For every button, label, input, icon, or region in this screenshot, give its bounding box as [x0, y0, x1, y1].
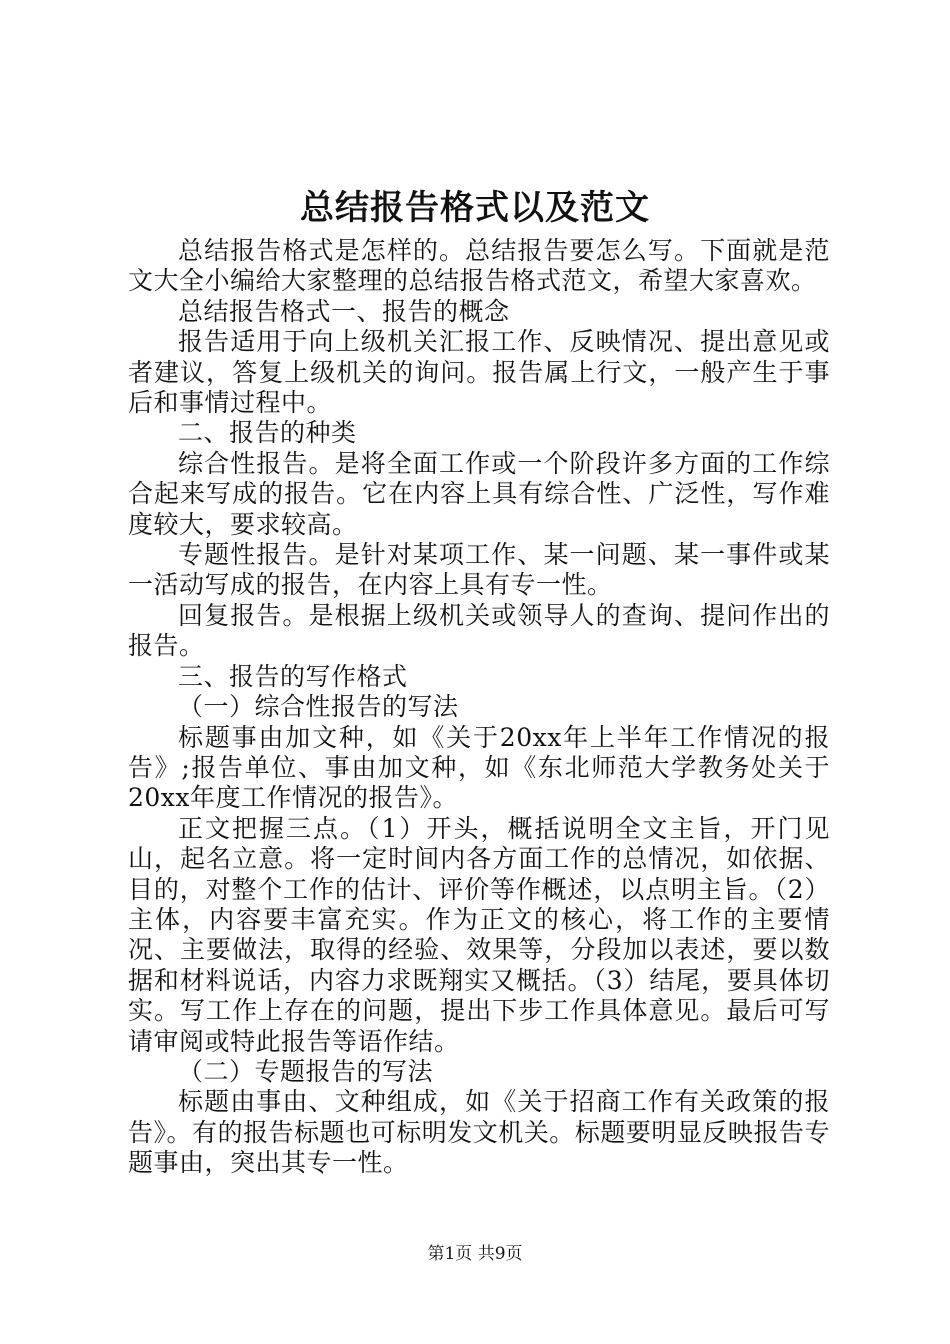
document-title: 总结报告格式以及范文 [300, 188, 650, 228]
document-body [128, 236, 830, 1179]
subheading-special: （二）专题报告的写法 [178, 1056, 434, 1086]
paragraph-intro: 总结报告格式是怎样的。总结报告要怎么写。下面就是范文大全小编给大家整理的总结报告格式范文，希望大家喜欢。 [128, 236, 830, 296]
heading-format: 三、报告的写作格式 [178, 661, 408, 691]
paragraph-comprehensive-report: 综合性报告。是将全面工作或一个阶段许多方面的工作综合起来写成的报告。它在内容上具有综合性、广泛性，写作难度较大，要求较高。 [128, 448, 830, 539]
heading-concept: 总结报告格式一、报告的概念 [178, 296, 510, 326]
paragraph-reply-report: 回复报告。是根据上级机关或领导人的查询、提问作出的报告。 [128, 600, 830, 661]
paragraph-body-rule: 正文把握三点。（1）开头，概括说明全文主旨，开门见山，起名立意。将一定时间内各方面工作的总情况，如依据、目的，对整个工作的估计、评价等作概述，以点明主旨。（2）主体，内容要丰富充实。作为正文的核心，将工作的主要情况、主要做法，取得的经验、效果等，分段加以表述，要以数据和材料说话，内容力求既翔实又概括。（3）结尾，要具体切实。写工作上存在的问题，提出下步工作具体意见。最后可写请审阅或特此报告等语作结。 [128, 813, 830, 1056]
paragraph-special-title-rule: 标题由事由、文种组成，如《关于招商工作有关政策的报告》。有的报告标题也可标明发文机关。标题要明显反映报告专题事由，突出其专一性。 [128, 1087, 830, 1178]
heading-types: 二、报告的种类 [178, 418, 357, 448]
page-number: 第1页 共9页 [427, 1244, 523, 1264]
paragraph-title-rule: 标题事由加文种，如《关于20xx年上半年工作情况的报告》;报告单位、事由加文种，如《东北师范大学教务处关于20xx年度工作情况的报告》。 [128, 722, 830, 813]
paragraph-special-report: 专题性报告。是针对某项工作、某一问题、某一事件或某一活动写成的报告，在内容上具有专一性。 [128, 540, 830, 600]
subheading-comprehensive: （一）综合性报告的写法 [178, 692, 459, 722]
paragraph-concept: 报告适用于向上级机关汇报工作、反映情况、提出意见或者建议，答复上级机关的询问。报告属上行文，一般产生于事后和事情过程中。 [128, 327, 830, 418]
